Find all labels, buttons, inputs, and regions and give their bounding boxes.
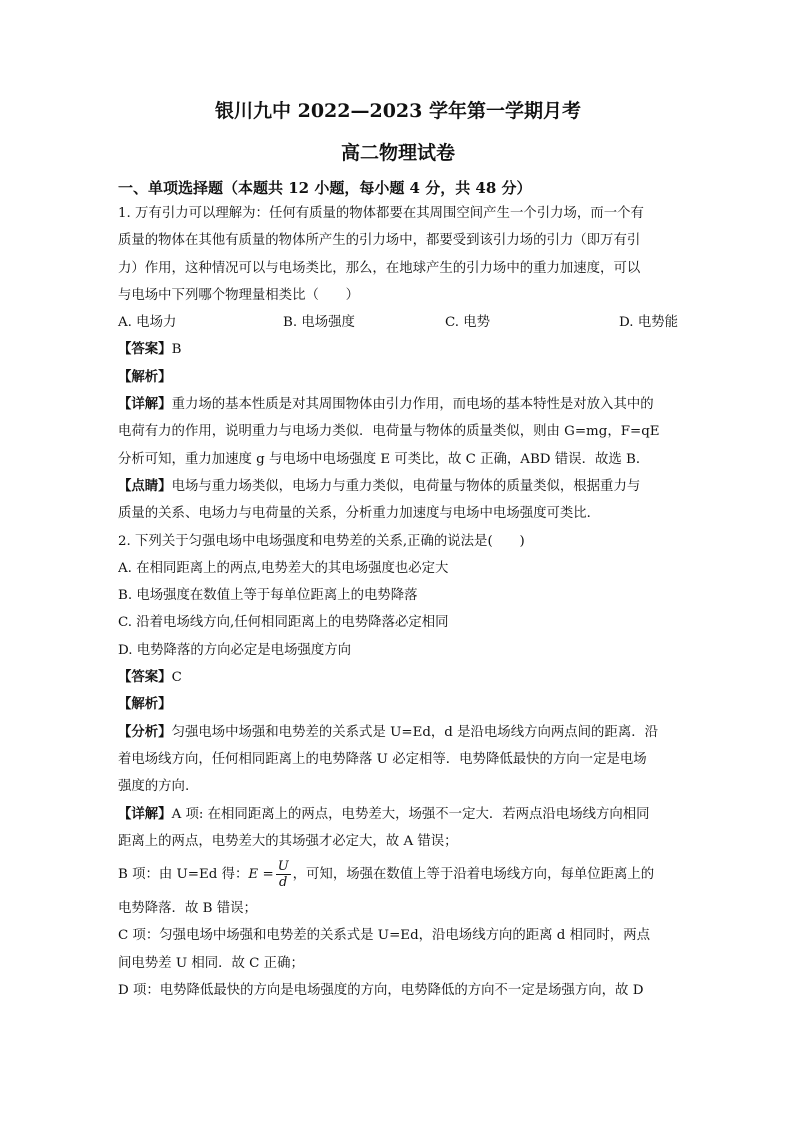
question-2-stem: 2. 下列关于匀强电场中电场强度和电势差的关系,正确的说法是( ): [118, 533, 525, 549]
option-a: A. 电场力: [118, 315, 177, 331]
formula-prefix: B 项：由 U=Ed 得：: [118, 867, 249, 883]
detail-tag: 【详解】: [118, 805, 172, 822]
detail-line: [118, 391, 678, 418]
answer-tag: 【答案】: [118, 669, 172, 686]
detail-text: 电势降落．故 B 错误；: [118, 901, 257, 917]
detail-line: [118, 801, 678, 828]
comment-line: [118, 473, 678, 500]
detail-text: D 项：电势降低最快的方向是电场强度的方向，电势降低的方向不一定是场强方向，故 D: [118, 983, 644, 999]
option-c: C. 沿着电场线方向,任何相同距离上的电势降落必定相同: [118, 615, 449, 631]
detail-text: 间电势差 U 相同．故 C 正确；: [118, 955, 304, 971]
comment-text: 质量的关系、电场力与电荷量的关系，分析重力加速度与电场中电场强度可类比．: [118, 506, 601, 522]
analyze-line: [118, 719, 678, 746]
detail-text: A 项: 在相同距离上的两点，电势差大，场强不一定大．若两点沿电场线方向相同: [171, 806, 650, 822]
detail-text: 电荷有力的作用，说明重力与电场力类似．电荷量与物体的质量类似，则由 G=mg，F=qE: [118, 424, 660, 440]
question-1-line: 力）作用，这种情况可以与电场类比，那么，在地球产生的引力场中的重力加速度，可以: [118, 260, 641, 276]
question-1-line: 与电场中下列哪个物理量相类比（ ）: [118, 287, 360, 303]
answer-line: [118, 664, 678, 691]
formula-line: [118, 855, 678, 895]
answer-value: C: [171, 670, 182, 686]
analysis-tag: 【解析】: [118, 696, 172, 713]
detail-text: 分析可知，重力加速度 g 与电场中电场强度 E 可类比，故 C 正确，ABD 错误．故选 B．: [118, 451, 650, 467]
exam-subtitle: 高二物理试卷: [340, 142, 455, 164]
detail-text: 重力场的基本性质是对其周围物体由引力作用，而电场的基本特性是对放入其中的: [171, 397, 654, 413]
detail-tag: 【详解】: [118, 396, 172, 413]
analysis-tag: 【解析】: [118, 368, 172, 385]
section-heading: 一、单项选择题（本题共 12 小题，每小题 4 分，共 48 分）: [118, 179, 532, 197]
comment-text: 电场与重力场类似，电场力与重力类似，电荷量与物体的质量类似，根据重力与: [171, 478, 641, 494]
option-b: B. 电场强度在数值上等于每单位距离上的电势降落: [118, 588, 418, 604]
question-2: [118, 528, 678, 1005]
detail-text: C 项：匀强电场中场强和电势差的关系式是 U=Ed，沿电场线方向的距离 d 相同时，两点: [118, 928, 650, 944]
question-1-line: 质量的物体在其他有质量的物体所产生的引力场中，都要受到该引力场的引力（即万有引: [118, 233, 641, 249]
option-c: C. 电势: [445, 315, 491, 331]
question-1-options: [118, 309, 678, 336]
exam-title: 银川九中 2022—2023 学年第一学期月考: [215, 100, 581, 122]
detail-text: 距离上的两点，电势差大的其场强才必定大，故 A 错误；: [118, 833, 458, 849]
formula-lhs: E =: [248, 867, 274, 883]
answer-line: [118, 336, 678, 363]
question-1: [118, 200, 678, 528]
analyze-text: 强度的方向.: [118, 779, 190, 795]
question-1-line: 1. 万有引力可以理解为：任何有质量的物体都要在其周围空间产生一个引力场，而一个有: [118, 206, 644, 221]
option-a: A. 在相同距离上的两点,电势差大的其电场强度也必定大: [118, 560, 449, 576]
option-b: B. 电场强度: [283, 315, 355, 331]
formula-fraction: [276, 859, 291, 890]
answer-tag: 【答案】: [118, 341, 172, 358]
exam-page: [118, 96, 678, 1004]
formula-numerator: U: [277, 859, 289, 875]
answer-value: B: [171, 342, 182, 358]
formula-suffix: ，可知，场强在数值上等于沿着电场线方向，每单位距离上的: [292, 867, 655, 883]
analyze-tag: 【分析】: [118, 723, 172, 740]
analyze-text: 匀强电场中场强和电势差的关系式是 U=Ed，d 是沿电场线方向两点间的距离．沿: [171, 724, 658, 740]
option-d: D. 电势降落的方向必定是电场强度方向: [118, 642, 352, 658]
analyze-text: 着电场线方向，任何相同距离上的电势降落 U 必定相等．电势降低最快的方向一定是电场: [118, 751, 647, 767]
comment-tag: 【点睛】: [118, 477, 172, 494]
option-d: D. 电势能: [619, 315, 678, 331]
formula-denominator: d: [279, 875, 288, 891]
